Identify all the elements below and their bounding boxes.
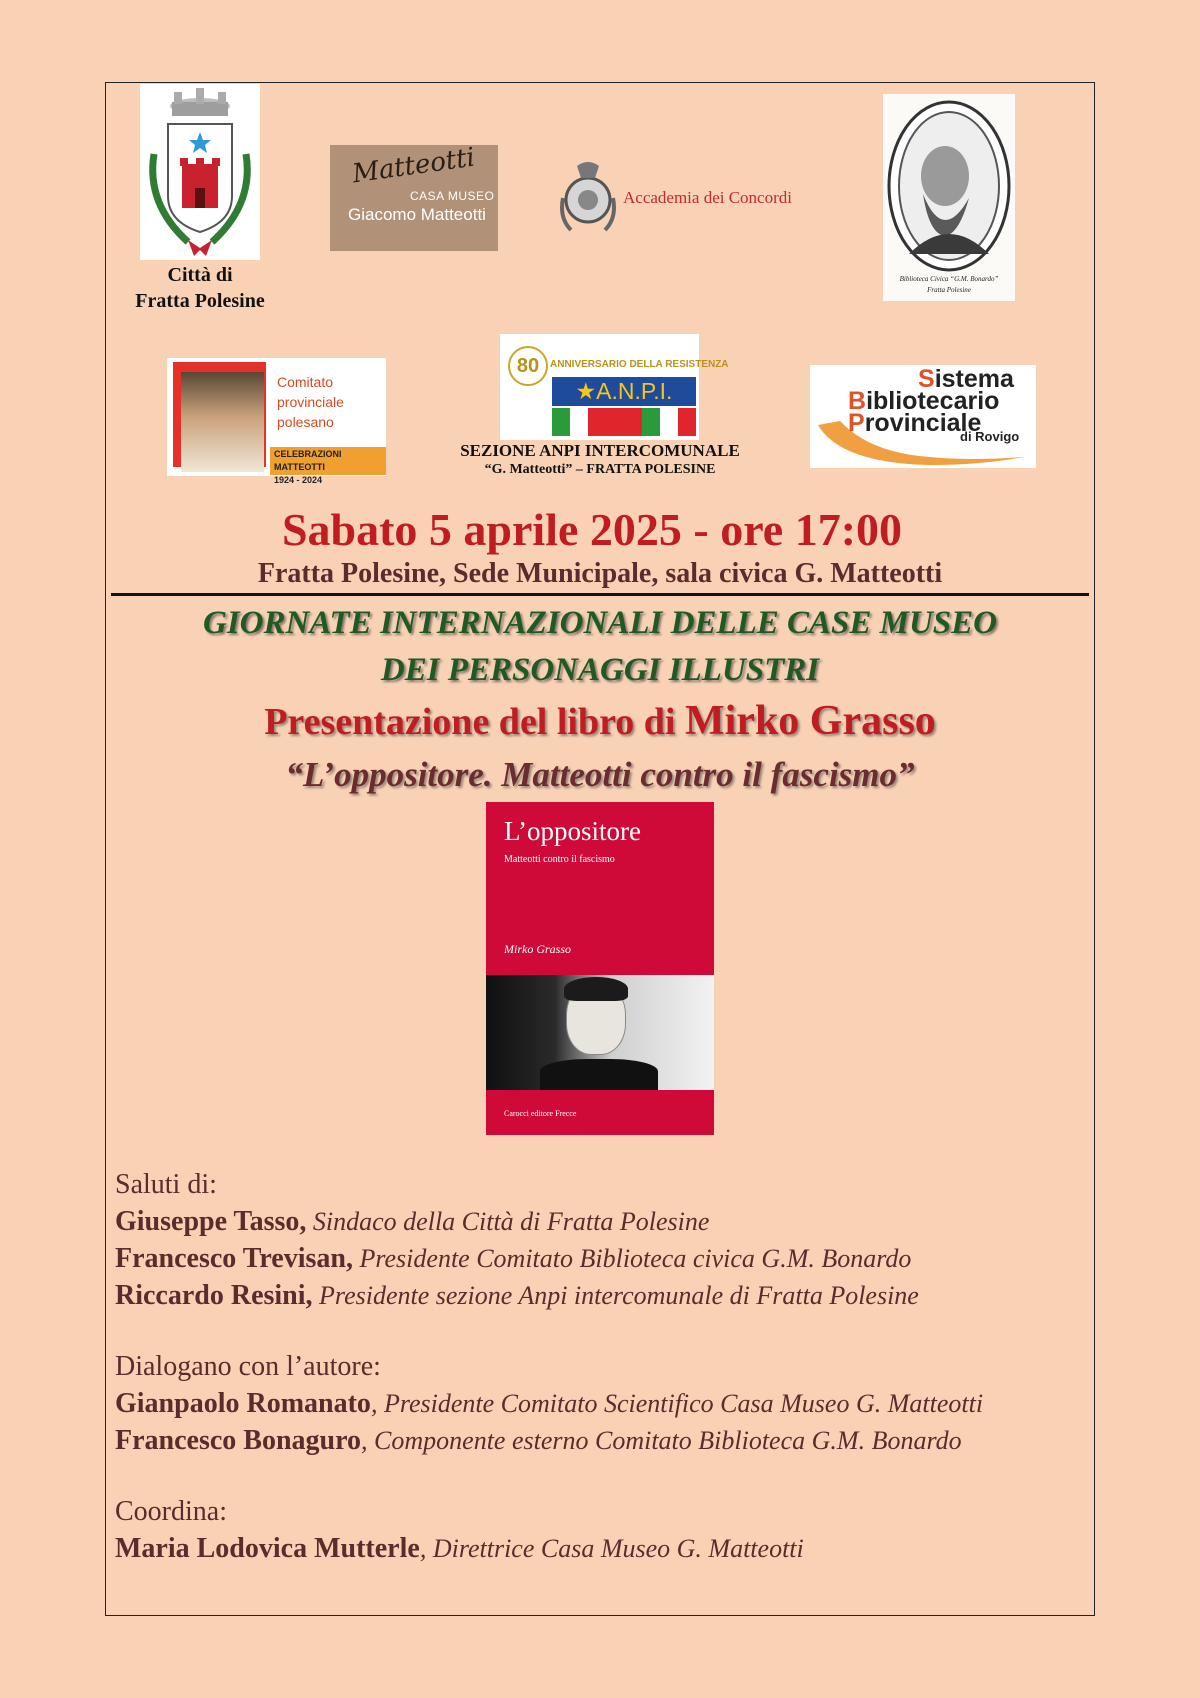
- saluti-item: [115, 1240, 1095, 1277]
- anpi-number: 80: [508, 346, 548, 386]
- cover-subtitle: Matteotti contro il fascismo: [504, 854, 615, 865]
- comitato-polesano-logo: [167, 358, 386, 485]
- person-name: Maria Lodovica Mutterle: [115, 1533, 420, 1564]
- casa-museo-small: CASA MUSEO: [410, 189, 495, 203]
- giornate-heading: [0, 600, 1200, 694]
- coordina-item: [115, 1530, 1095, 1567]
- saluti-heading: Saluti di:: [115, 1169, 217, 1200]
- dialogano-item: [115, 1385, 1095, 1422]
- bonardo-caption-1: Biblioteca Civica “G.M. Bonardo”: [899, 275, 999, 283]
- person-role: Presidente Comitato Biblioteca civica G.M. Bonardo: [352, 1244, 912, 1273]
- matteotti-portrait-icon: [181, 372, 264, 472]
- book-cover: [486, 802, 714, 1135]
- comitato-line-2: provinciale: [277, 394, 344, 410]
- cover-author: Mirko Grasso: [504, 942, 572, 956]
- cover-photo-hair: [564, 977, 628, 1001]
- biblioteca-bonardo-logo: [883, 94, 1015, 301]
- accademia-name: Accademia dei Concordi: [623, 188, 792, 207]
- crest-icon: [140, 84, 260, 260]
- anpi-caption: [430, 441, 770, 479]
- person-name: Francesco Bonaguro: [115, 1425, 362, 1456]
- tricolore-flags-icon: [552, 408, 696, 436]
- person-name: Gianpaolo Romanato: [115, 1388, 371, 1419]
- comitato-band-1: CELEBRAZIONI MATTEOTTI: [274, 449, 342, 472]
- person-role: Sindaco della Città di Fratta Polesine: [306, 1207, 710, 1236]
- comitato-band: [270, 447, 386, 485]
- dialogano-item: [115, 1422, 1095, 1459]
- accademia-concordi-logo: [557, 152, 792, 244]
- cover-photo: [486, 975, 714, 1090]
- anpi-caption-1: SEZIONE ANPI INTERCOMUNALE: [460, 441, 740, 460]
- presentation-heading: [0, 696, 1200, 747]
- citta-caption-line-2: Fratta Polesine: [135, 290, 265, 312]
- sistema-bibliotecario-logo: [810, 365, 1036, 468]
- person-name: Giuseppe Tasso,: [115, 1206, 307, 1237]
- giornate-line-2: DEI PERSONAGGI ILLUSTRI: [380, 652, 820, 688]
- cover-title: L’oppositore: [504, 816, 641, 846]
- coordina-heading: Coordina:: [115, 1496, 227, 1527]
- sistema-word-1: istema: [934, 365, 1014, 393]
- cover-publisher: Carocci editore Frecce: [504, 1109, 577, 1118]
- anpi-name: ★A.N.P.I.: [552, 377, 696, 406]
- person-role: , Presidente Comitato Scientifico Casa Museo G. Matteotti: [370, 1389, 984, 1418]
- event-venue: Fratta Polesine, Sede Municipale, sala civica G. Matteotti: [257, 558, 943, 589]
- anpi-anniversary: ANNIVERSARIO DELLA RESISTENZA: [550, 359, 729, 370]
- person-name: Riccardo Resini,: [115, 1280, 313, 1311]
- casa-museo-matteotti-logo: [330, 142, 498, 251]
- saluti-item: [115, 1203, 1095, 1240]
- comitato-band-2: 1924 - 2024: [274, 475, 323, 485]
- dialogano-heading: Dialogano con l’autore:: [115, 1351, 381, 1382]
- person-name: Francesco Trevisan,: [115, 1243, 353, 1274]
- comitato-line-3: polesano: [277, 414, 334, 430]
- accademia-emblem-icon: [557, 158, 619, 238]
- anpi-caption-2: “G. Matteotti” – FRATTA POLESINE: [484, 462, 716, 477]
- spacer: [115, 1314, 1095, 1348]
- author-name: Mirko Grasso: [685, 698, 936, 744]
- comitato-line-1: Comitato: [277, 374, 334, 390]
- bonardo-caption-2: Fratta Polesine: [927, 286, 971, 294]
- divider: [111, 593, 1089, 596]
- book-title-heading: “L’oppositore. Matteotti contro il fascismo”: [285, 755, 915, 794]
- spacer: [115, 1459, 1095, 1493]
- citta-caption: [110, 262, 290, 314]
- sistema-word-3: rovinciale: [864, 409, 982, 437]
- casa-museo-name: Giacomo Matteotti: [348, 205, 486, 224]
- sistema-initial-b: B: [848, 387, 867, 415]
- giornate-line-1: GIORNATE INTERNAZIONALI DELLE CASE MUSEO: [203, 605, 997, 641]
- credits-section: [115, 1166, 1095, 1567]
- sistema-line-4: di Rovigo: [960, 429, 1020, 444]
- saluti-item: [115, 1277, 1095, 1314]
- presentation-prefix: Presentazione del libro di: [264, 701, 685, 743]
- signature-icon: Matteotti: [350, 142, 477, 190]
- person-role: Presidente sezione Anpi intercomunale di Fratta Polesine: [312, 1281, 919, 1310]
- anpi-logo: [500, 334, 729, 440]
- portrait-medallion-icon: [883, 94, 1015, 274]
- citta-fratta-crest-logo: [140, 84, 260, 260]
- citta-caption-line-1: Città di: [167, 264, 233, 286]
- person-role: , Direttrice Casa Museo G. Matteotti: [419, 1534, 804, 1563]
- person-role: , Componente esterno Comitato Biblioteca G.M. Bonardo: [361, 1426, 962, 1455]
- sistema-word-2: ibliotecario: [866, 387, 1000, 415]
- event-date: Sabato 5 aprile 2025 - ore 17:00: [281, 504, 903, 555]
- cover-photo-suit: [540, 1059, 658, 1090]
- sistema-initial-p: P: [848, 409, 865, 437]
- sistema-initial-s: S: [918, 365, 935, 393]
